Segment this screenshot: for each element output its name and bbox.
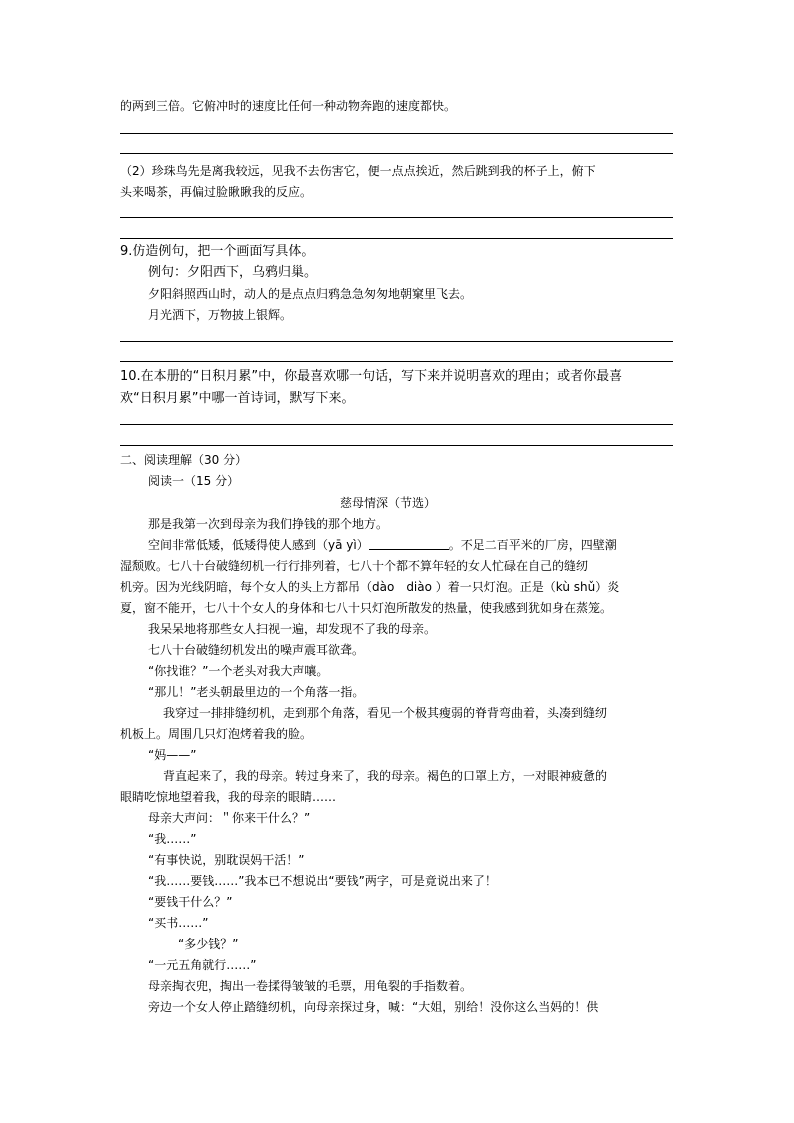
passage-paragraph: “妈——”: [148, 748, 197, 762]
passage-paragraph: 母亲掏衣兜，掏出一卷揉得皱皱的毛票，用龟裂的手指数着。: [148, 979, 473, 993]
passage-title: 慈母情深（节选）: [340, 496, 437, 510]
q2-line1: （2）珍珠鸟先是离我较远，见我不去伤害它，便一点点挨近，然后跳到我的杯子上，俯下: [120, 164, 596, 178]
passage-paragraph: “多少钱？”: [178, 937, 239, 951]
passage-paragraph: 七八十台破缝纫机发出的噪声震耳欲聋。: [148, 643, 365, 657]
passage-paragraph: “买书……”: [148, 916, 209, 930]
passage-line: 湿颓败。七八十台破缝纫机一行行排列着，七八十个都不算年轻的女人忙碌在自己的缝纫: [120, 559, 589, 573]
continued-text: 的两到三倍。它俯冲时的速度比任何一种动物奔跑的速度都快。: [120, 99, 457, 113]
passage-paragraph: “你找谁？”一个老头对我大声嚷。: [148, 664, 329, 678]
passage-text: 空间非常低矮，低矮得使人感到（yā yì）: [148, 538, 369, 552]
passage-paragraph: “我……”: [148, 832, 197, 846]
q10-line1: 10.在本册的“日积月累”中，你最喜欢哪一句话，写下来并说明喜欢的理由；或者你最喜: [120, 369, 623, 384]
passage-paragraph: 母亲大声问：＂你来干什么？”: [148, 811, 311, 825]
passage-line: 机板上。周围几只灯泡烤着我的脸。: [120, 727, 313, 741]
q2-line2: 头来喝茶，再偏过脸瞅瞅我的反应。: [120, 185, 313, 199]
passage-line: 夏，窗不能开，七八十个女人的身体和七八十只灯泡所散发的热量，使我感到犹如身在蒸笼。: [120, 601, 613, 615]
passage-paragraph: 背直起来了，我的母亲。转过身来了，我的母亲。褐色的口罩上方，一对眼神疲惫的: [163, 769, 608, 783]
fill-blank[interactable]: [369, 539, 449, 550]
reading-one-title: 阅读一（15 分）: [148, 474, 240, 488]
passage-line: 机旁。因为光线阴暗，每个女人的头上方都吊（dào diào ）着一只灯泡。正是（kù shǔ）炎: [120, 580, 620, 594]
answer-line[interactable]: [120, 238, 673, 239]
passage-paragraph: “我……要钱……”我本已不想说出“要钱”两字，可是竟说出来了！: [148, 874, 497, 888]
q10-line2: 欢“日积月累”中哪一首诗词，默写下来。: [120, 391, 355, 406]
passage-paragraph: “一元五角就行……”: [148, 958, 257, 972]
answer-line[interactable]: [120, 445, 673, 446]
passage-paragraph: [148, 539, 617, 551]
passage-line: 眼睛吃惊地望着我，我的母亲的眼睛……: [120, 790, 337, 804]
q9-prompt: 月光洒下，万物披上银辉。: [148, 308, 293, 322]
answer-line[interactable]: [120, 133, 673, 134]
q9-title: 9.仿造例句，把一个画面写具体。: [120, 244, 315, 259]
passage-paragraph: 那是我第一次到母亲为我们挣钱的那个地方。: [148, 517, 389, 531]
passage-paragraph: “有事快说，别耽误妈干活！”: [148, 853, 305, 867]
passage-paragraph: “那儿！”老头朝最里边的一个角落一指。: [148, 685, 365, 699]
passage-text: 。不足二百平米的厂房，四壁潮: [448, 538, 617, 552]
answer-line[interactable]: [120, 153, 673, 154]
q9-example: 例句：夕阳西下，乌鸦归巢。: [148, 265, 318, 280]
answer-line[interactable]: [120, 424, 673, 425]
passage-paragraph: 我呆呆地将那些女人扫视一遍，却发现不了我的母亲。: [148, 622, 437, 636]
passage-paragraph: 旁边一个女人停止踏缝纫机，向母亲探过身，喊：“大姐，别给！没你这么当妈的！供: [148, 1000, 599, 1014]
passage-paragraph: “要钱干什么？”: [148, 895, 233, 909]
passage-paragraph: 我穿过一排排缝纫机，走到那个角落，看见一个极其瘦弱的脊背弯曲着，头凑到缝纫: [163, 706, 608, 720]
section-title: 二、阅读理解（30 分）: [120, 453, 248, 467]
answer-line[interactable]: [120, 217, 673, 218]
answer-line[interactable]: [120, 361, 673, 362]
answer-line[interactable]: [120, 341, 673, 342]
q9-example-expanded: 夕阳斜照西山时，动人的是点点归鸦急急匆匆地朝窠里飞去。: [148, 287, 473, 301]
